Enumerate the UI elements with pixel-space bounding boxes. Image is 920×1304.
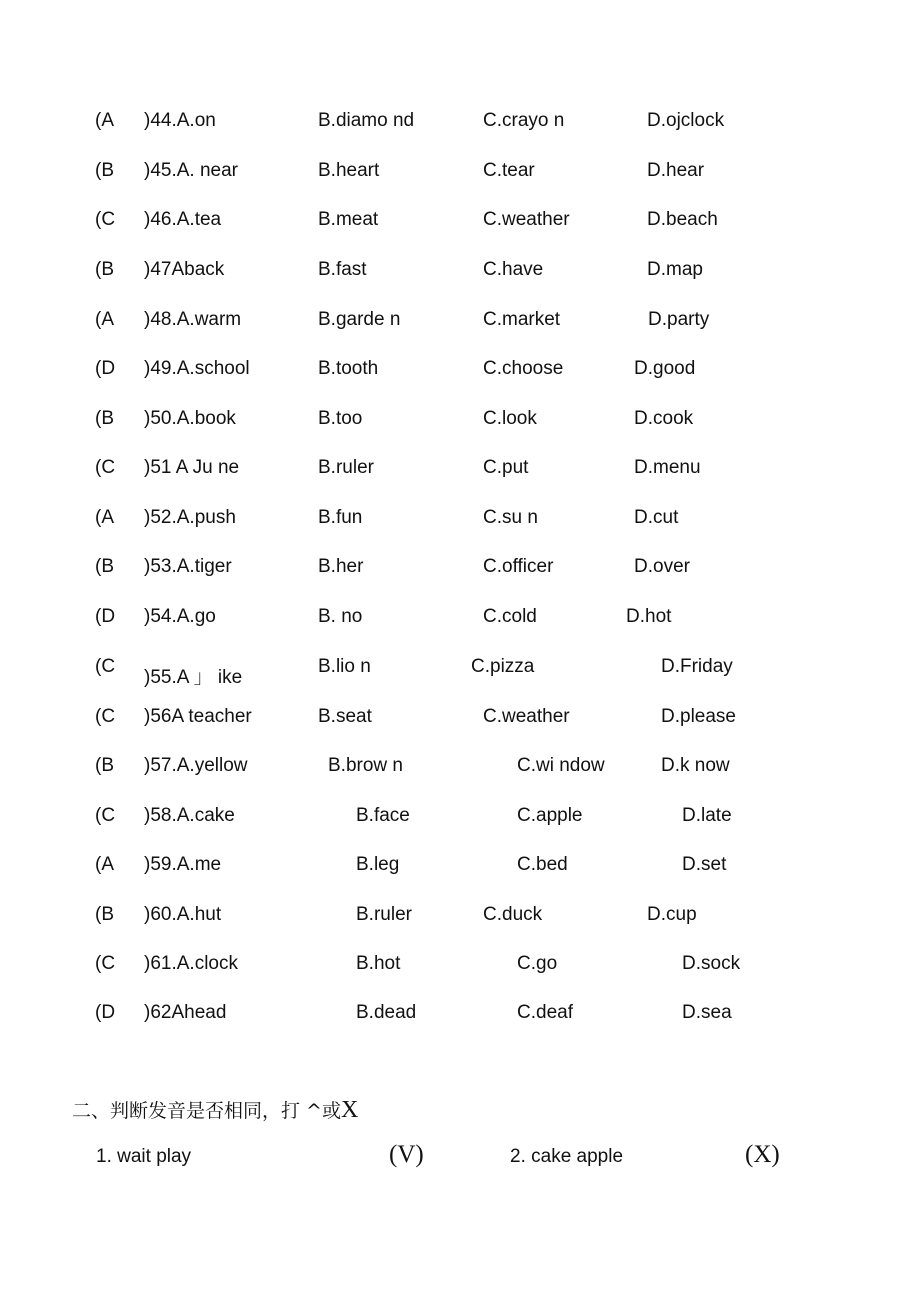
option-d: D.beach xyxy=(647,209,718,230)
option-d: D.menu xyxy=(634,457,701,478)
answer-label: (B xyxy=(95,160,114,181)
question-option-a: )49.A.school xyxy=(144,358,250,379)
option-c: C.look xyxy=(483,408,537,429)
question-option-a: )48.A.warm xyxy=(144,309,242,330)
option-b: B.face xyxy=(356,805,410,826)
option-d: D.over xyxy=(634,556,690,577)
option-b: B.lio n xyxy=(318,656,371,677)
question-row xyxy=(0,854,920,884)
option-c: C.have xyxy=(483,259,544,280)
option-c: C.wi ndow xyxy=(517,755,605,776)
question-option-a: )51 A Ju ne xyxy=(144,457,240,478)
option-d: D.sea xyxy=(682,1002,732,1023)
answer-label: (C xyxy=(95,953,116,974)
question-row xyxy=(0,160,920,190)
answer-label: (A xyxy=(95,110,114,131)
question-row xyxy=(0,110,920,140)
option-d: D.cut xyxy=(634,507,679,528)
option-b: B.heart xyxy=(318,160,380,181)
question-row xyxy=(0,953,920,983)
question-row xyxy=(0,755,920,785)
question-row xyxy=(0,309,920,339)
question-option-a: )54.A.go xyxy=(144,606,216,627)
answer-label: (A xyxy=(95,854,114,875)
question-row xyxy=(0,507,920,537)
option-b: B.fun xyxy=(318,507,363,528)
option-c: C.duck xyxy=(483,904,543,925)
option-c: C.weather xyxy=(483,706,570,727)
judge-item-2-text: 2. cake apple xyxy=(510,1146,624,1167)
question-row xyxy=(0,259,920,289)
option-d: D.good xyxy=(634,358,696,379)
question-option-a: )53.A.tiger xyxy=(144,556,232,577)
judge-item-1-text: 1. wait play xyxy=(96,1146,192,1167)
question-option-a: )55.A 」 ike xyxy=(144,667,243,688)
option-b: B. no xyxy=(318,606,363,627)
question-option-a: )45.A. near xyxy=(144,160,238,181)
option-c: C.put xyxy=(483,457,529,478)
option-c: C.bed xyxy=(517,854,568,875)
option-d: D.cup xyxy=(647,904,697,925)
answer-label: (B xyxy=(95,904,114,925)
answer-label: (B xyxy=(95,755,114,776)
option-c: C.tear xyxy=(483,160,535,181)
answer-label: (D xyxy=(95,606,116,627)
question-row xyxy=(0,904,920,934)
question-option-a: )61.A.clock xyxy=(144,953,238,974)
question-option-a: )50.A.book xyxy=(144,408,236,429)
option-b: B.her xyxy=(318,556,364,577)
option-c: C.officer xyxy=(483,556,554,577)
question-row xyxy=(0,408,920,438)
option-d: D.party xyxy=(648,309,710,330)
section-two-title xyxy=(72,1096,358,1124)
question-row xyxy=(0,457,920,487)
option-d: D.hear xyxy=(647,160,705,181)
option-d: D.Friday xyxy=(661,656,733,677)
option-b: B.fast xyxy=(318,259,367,280)
option-c: C.go xyxy=(517,953,558,974)
option-d: D.set xyxy=(682,854,727,875)
answer-label: (D xyxy=(95,358,116,379)
answer-label: (C xyxy=(95,656,116,677)
answer-label: (B xyxy=(95,556,114,577)
answer-label: (A xyxy=(95,309,114,330)
option-d: D.hot xyxy=(626,606,672,627)
option-c: C.market xyxy=(483,309,561,330)
question-row xyxy=(0,556,920,586)
option-d: D.cook xyxy=(634,408,694,429)
question-option-a: )47Aback xyxy=(144,259,225,280)
option-d: D.late xyxy=(682,805,732,826)
option-b: B.leg xyxy=(356,854,400,875)
question-option-a: )59.A.me xyxy=(144,854,222,875)
option-b: B.diamo nd xyxy=(318,110,415,131)
answer-label: (B xyxy=(95,259,114,280)
question-option-a: )56A teacher xyxy=(144,706,252,727)
question-option-a: )44.A.on xyxy=(144,110,216,131)
question-row xyxy=(0,1002,920,1032)
option-b: B.too xyxy=(318,408,363,429)
question-option-a: )62Ahead xyxy=(144,1002,227,1023)
option-c: C.cold xyxy=(483,606,537,627)
question-row xyxy=(0,656,920,686)
question-option-a: )57.A.yellow xyxy=(144,755,248,776)
answer-label: (C xyxy=(95,706,116,727)
question-row xyxy=(0,706,920,736)
option-b: B.ruler xyxy=(356,904,412,925)
option-b: B.dead xyxy=(356,1002,417,1023)
option-b: B.tooth xyxy=(318,358,379,379)
option-d: D.ojclock xyxy=(647,110,725,131)
option-c: C.deaf xyxy=(517,1002,573,1023)
question-row xyxy=(0,209,920,239)
judge-item-1-mark: (V) xyxy=(389,1141,424,1168)
option-d: D.map xyxy=(647,259,703,280)
option-c: C.pizza xyxy=(471,656,535,677)
option-b: B.brow n xyxy=(328,755,403,776)
question-row xyxy=(0,606,920,636)
judge-item-2-mark: (X) xyxy=(745,1141,780,1168)
option-d: D.sock xyxy=(682,953,741,974)
question-row xyxy=(0,358,920,388)
option-c: C.apple xyxy=(517,805,583,826)
question-row xyxy=(0,805,920,835)
question-option-a: )60.A.hut xyxy=(144,904,222,925)
option-c: C.crayo n xyxy=(483,110,565,131)
question-option-a: )58.A.cake xyxy=(144,805,235,826)
option-c: C.weather xyxy=(483,209,570,230)
option-b: B.garde n xyxy=(318,309,401,330)
answer-label: (A xyxy=(95,507,114,528)
answer-label: (C xyxy=(95,457,116,478)
question-option-a: )46.A.tea xyxy=(144,209,222,230)
answer-label: (B xyxy=(95,408,114,429)
option-b: B.seat xyxy=(318,706,372,727)
section-two-title-text: 二、判断发音是否相同，打 ^或 xyxy=(72,1100,341,1122)
option-c: C.choose xyxy=(483,358,564,379)
option-b: B.hot xyxy=(356,953,401,974)
option-b: B.ruler xyxy=(318,457,374,478)
option-d: D.k now xyxy=(661,755,730,776)
option-b: B.meat xyxy=(318,209,379,230)
section-two-title-x: X xyxy=(340,1097,359,1123)
answer-label: (D xyxy=(95,1002,116,1023)
answer-label: (C xyxy=(95,209,116,230)
option-d: D.please xyxy=(661,706,736,727)
answer-label: (C xyxy=(95,805,116,826)
option-c: C.su n xyxy=(483,507,538,528)
question-option-a: )52.A.push xyxy=(144,507,236,528)
